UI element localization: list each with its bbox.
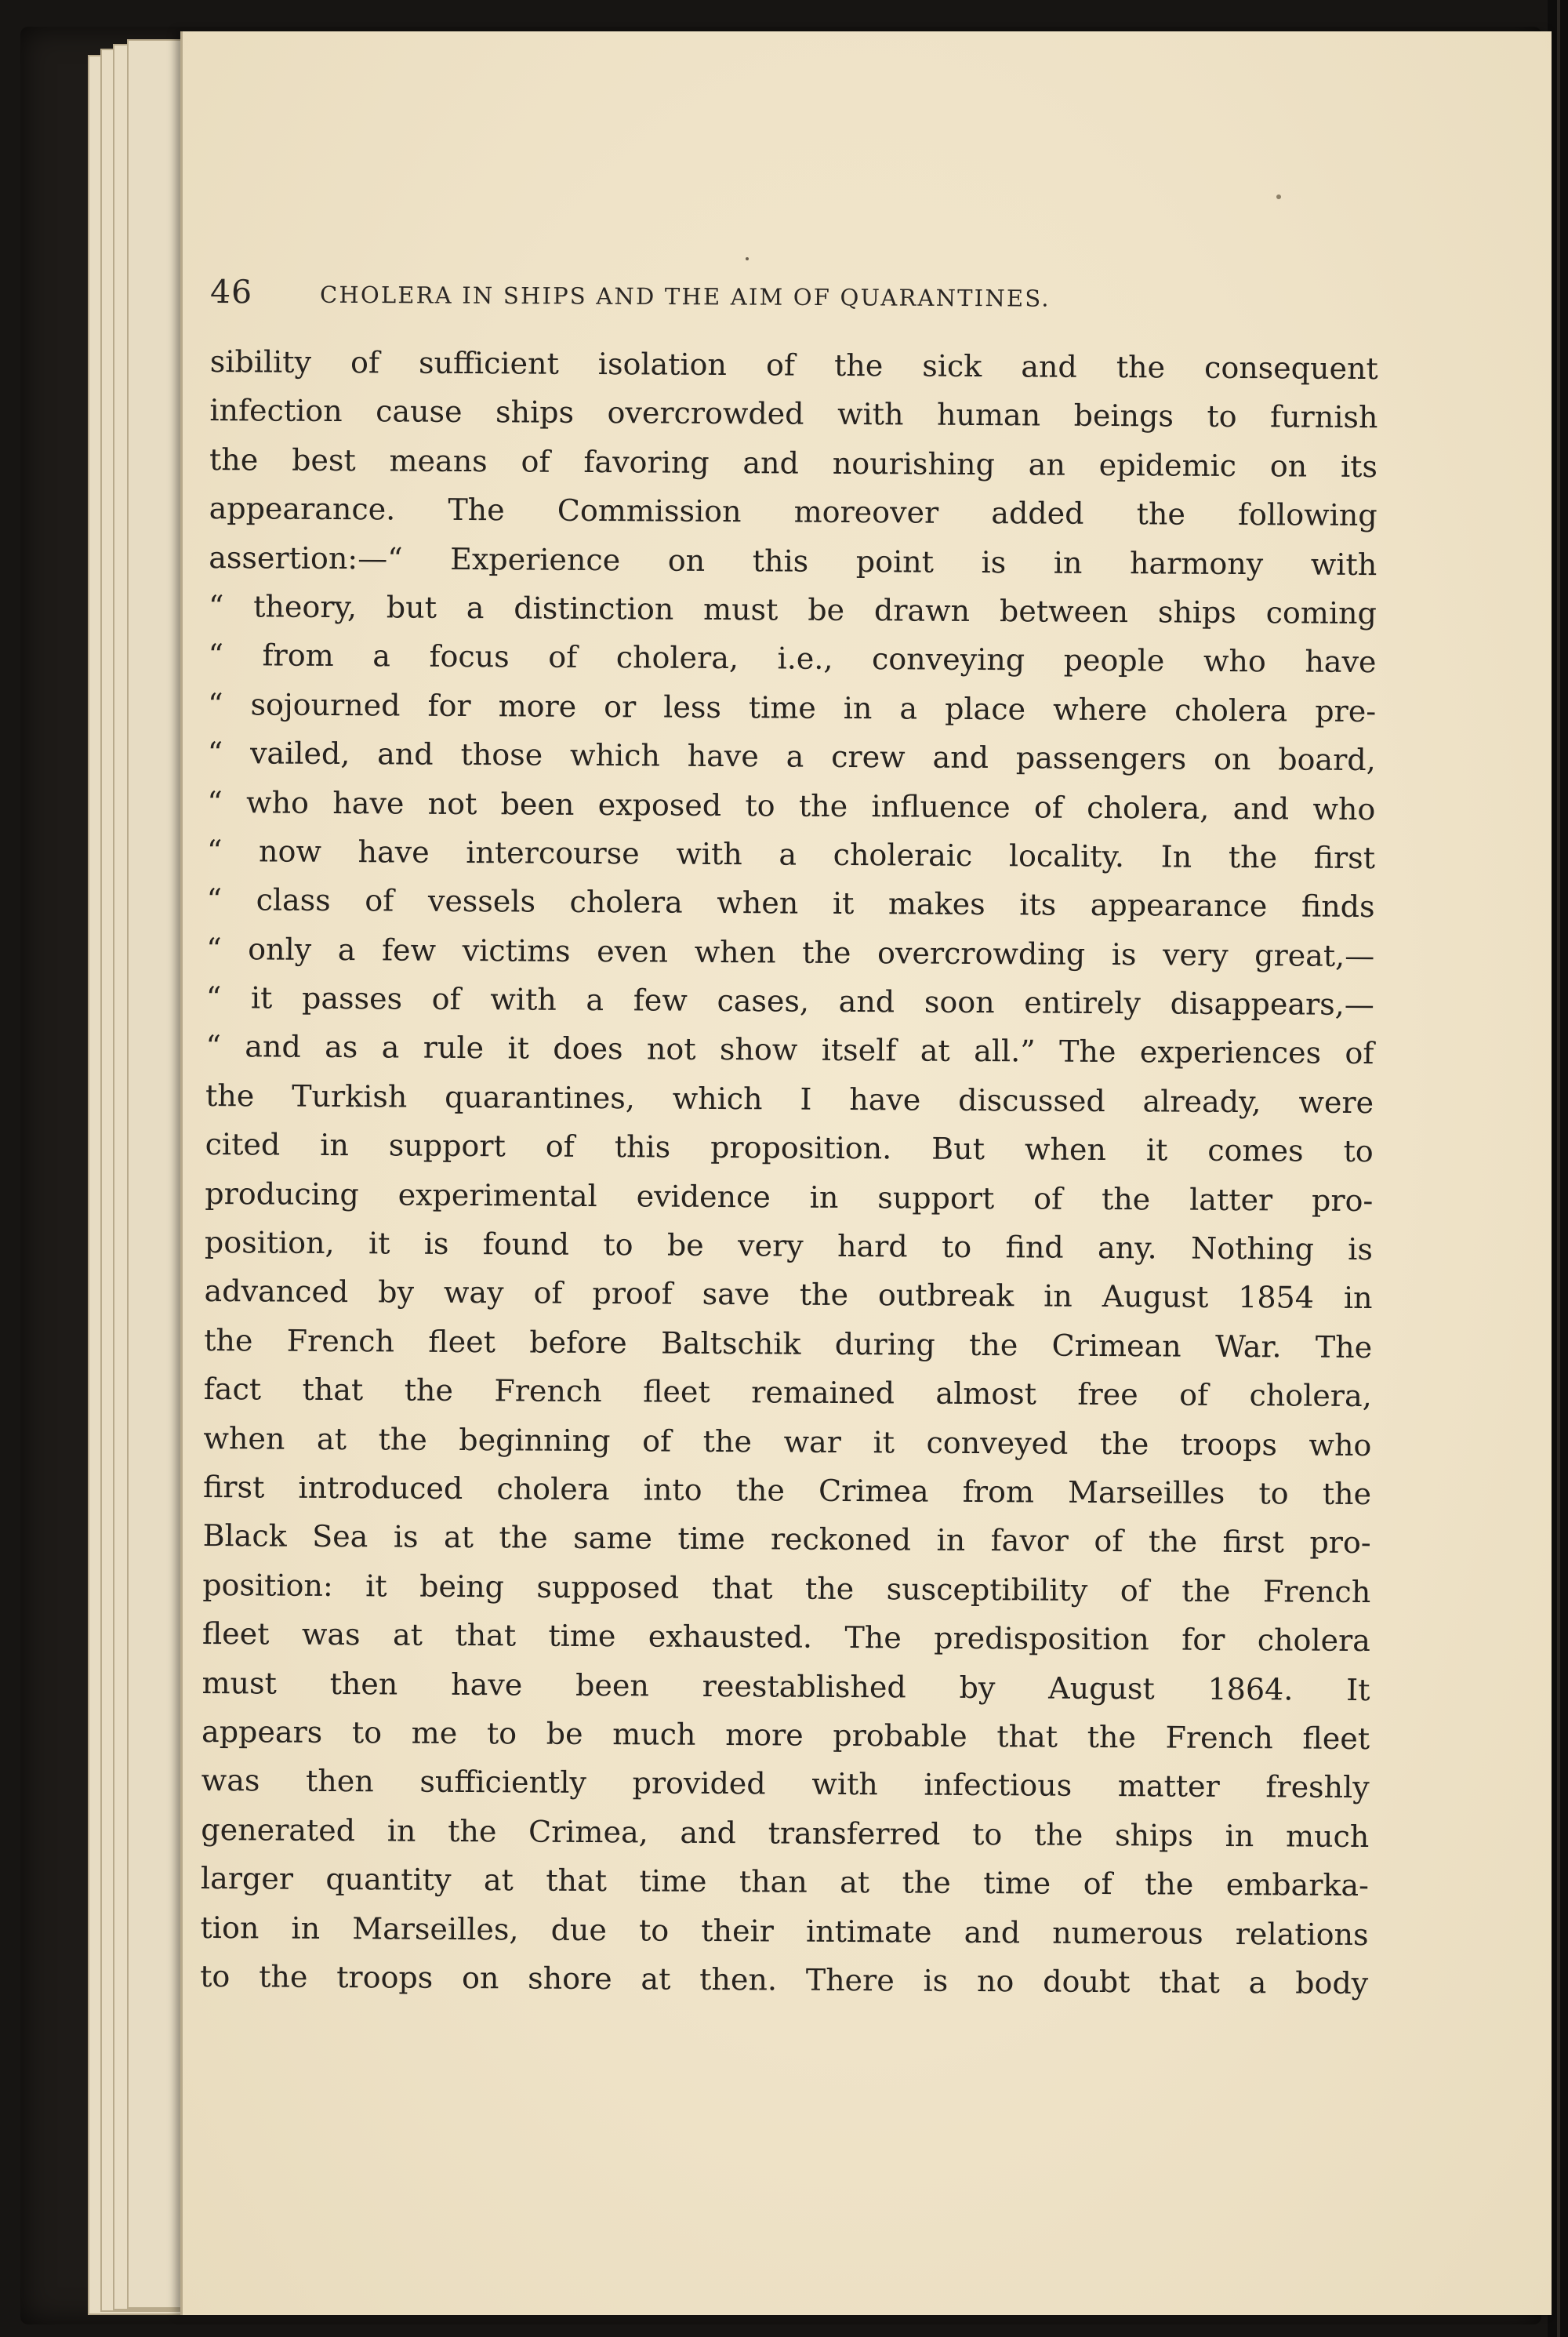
text-line: cited in support of this proposition. But when it comes to bbox=[205, 1127, 1374, 1169]
text-line: when at the beginning of the war it conveyed the troops who bbox=[203, 1420, 1372, 1463]
text-line: “ sojourned for more or less time in a place where cholera pre- bbox=[208, 686, 1377, 729]
text-line: was then sufficiently provided with infectious matter freshly bbox=[201, 1763, 1370, 1805]
text-line: “ from a focus of cholera, i.e., conveying people who have bbox=[208, 638, 1377, 680]
text-line: tion in Marseilles, due to their intimate and numerous relations bbox=[200, 1910, 1369, 1952]
text-line: sibility of sufficient isolation of the sick and the consequent bbox=[209, 343, 1378, 387]
text-line: the French fleet before Baltschik during the Crimean War. The bbox=[204, 1322, 1373, 1365]
text-line: infection cause ships overcrowded with human beings to furnish bbox=[209, 393, 1378, 435]
text-line: position: it being supposed that the susceptibility of the French bbox=[202, 1567, 1371, 1609]
running-title: CHOLERA IN SHIPS AND THE AIM OF QUARANTINES. bbox=[319, 281, 1051, 312]
text-line: Black Sea is at the same time reckoned in favor of the first pro- bbox=[202, 1518, 1371, 1561]
text-line: “ it passes of with a few cases, and soon entirely disappears,— bbox=[205, 980, 1374, 1023]
text-line: appears to me to be much more probable that the French fleet bbox=[201, 1714, 1370, 1757]
text-line: “ theory, but a distinction must be drawn between ships coming bbox=[208, 588, 1377, 631]
text-line: the best means of favoring and nourishing an epidemic on its bbox=[209, 442, 1378, 484]
page-number: 46 bbox=[209, 273, 253, 311]
text-line: larger quantity at that time than at the time of the embarka- bbox=[200, 1861, 1370, 1903]
paper-speck bbox=[746, 257, 749, 260]
text-line: “ class of vessels cholera when it makes its appearance finds bbox=[206, 882, 1375, 925]
body-text bbox=[200, 337, 1378, 2008]
text-line: “ who have not been exposed to the influence of cholera, and who bbox=[207, 784, 1376, 827]
text-line: producing experimental evidence in support of the latter pro- bbox=[205, 1176, 1374, 1218]
text-line: advanced by way of proof save the outbreak in August 1854 in bbox=[204, 1274, 1373, 1316]
paper-speck bbox=[1276, 194, 1281, 199]
running-head bbox=[210, 273, 1363, 326]
text-line: to the troops on shore at then. There is no doubt that a body bbox=[200, 1958, 1369, 2001]
text-line: appearance. The Commission moreover added the following bbox=[209, 491, 1377, 533]
text-line: generated in the Crimea, and transferred to the ships in much bbox=[201, 1812, 1370, 1854]
scanner-edge-line bbox=[1557, 0, 1560, 2337]
text-line: assertion:—“ Experience on this point is in harmony with bbox=[209, 540, 1377, 582]
text-line: the Turkish quarantines, which I have discussed already, were bbox=[205, 1078, 1374, 1120]
text-line: must then have been reestablished by August 1864. It bbox=[201, 1665, 1370, 1707]
text-line: fleet was at that time exhausted. The predisposition for cholera bbox=[201, 1616, 1371, 1659]
text-line: first introduced cholera into the Crimea from Marseilles to the bbox=[202, 1469, 1372, 1512]
text-line: “ and as a rule it does not show itself at all.” The experiences of bbox=[205, 1029, 1374, 1071]
text-line: “ now have intercourse with a choleraic locality. In the first bbox=[206, 833, 1376, 875]
text-line: fact that the French fleet remained almost free of cholera, bbox=[203, 1372, 1372, 1414]
text-line: position, it is found to be very hard to find any. Nothing is bbox=[204, 1225, 1374, 1267]
text-line: “ only a few victims even when the overcrowding is very great,— bbox=[206, 931, 1375, 973]
text-line: “ vailed, and those which have a crew and passengers on board, bbox=[207, 736, 1376, 778]
